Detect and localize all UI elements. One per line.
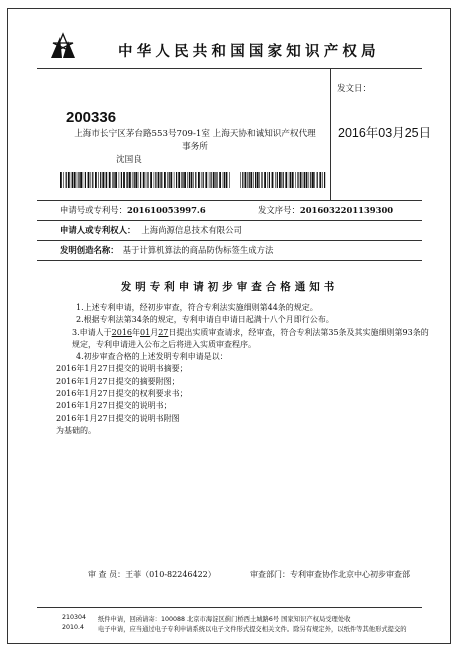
date-divider xyxy=(330,68,331,200)
fields-line-3 xyxy=(37,240,422,241)
dispatch-date: 2016年03月25日 xyxy=(338,126,432,140)
application-number-label: 申请号或专利号： xyxy=(60,205,127,215)
cnipa-logo-icon xyxy=(48,31,78,61)
barcode-left xyxy=(60,172,230,188)
notice-title: 发明专利申请初步审查合格通知书 xyxy=(120,281,339,293)
fields-top-line xyxy=(37,200,422,201)
notice-body xyxy=(56,302,429,437)
line3-prefix: 3.申请人于 xyxy=(72,327,112,337)
serial-number-row xyxy=(258,204,393,216)
notice-line-4: 4.初步审查合格的上述发明专利申请是以： xyxy=(76,352,228,362)
document-item: 2016年1月27日提交的权利要求书； xyxy=(56,389,188,399)
form-version: 2010.4 xyxy=(62,624,85,631)
applicant-name: 上海尚源信息技术有限公司 xyxy=(141,225,242,235)
request-day: 27 xyxy=(158,327,169,337)
mailing-note: 纸件申请，回函请寄：100088 北京市海淀区蓟门桥西土城路6号 国家知识产权局受理处收 xyxy=(98,616,351,623)
invention-row xyxy=(60,244,273,256)
document-item: 2016年1月27日提交的说明书； xyxy=(56,401,172,411)
applicant-row xyxy=(60,224,242,236)
request-year: 2016 xyxy=(111,327,132,337)
recipient-address: 上海市长宁区茅台路553号709-1室 上海天协和诚知识产权代理事务所 xyxy=(74,129,316,152)
fields-line-2 xyxy=(37,220,422,221)
notice-line-2: 2.根据专利法第34条的规定，专利申请自申请日起满十八个月即行公布。 xyxy=(76,315,334,325)
footer-line xyxy=(37,607,422,608)
recipient-name: 沈国良 xyxy=(116,155,142,165)
line3-month-unit: 月 xyxy=(150,327,159,337)
serial-number-label: 发文序号： xyxy=(258,205,300,215)
recipient-address-block xyxy=(70,128,320,167)
notice-line-3 xyxy=(72,327,429,339)
notice-closing: 为基础的。 xyxy=(56,425,96,435)
dispatch-date-label: 发文日： xyxy=(337,84,372,94)
notice-line-3-cont: 规定，专利申请进入公布之后将进入实质审查程序。 xyxy=(72,339,256,349)
line3-year-unit: 年 xyxy=(132,327,140,337)
request-month: 01 xyxy=(140,327,151,337)
form-code: 210304 xyxy=(62,614,87,621)
invention-label: 发明创造名称： xyxy=(60,245,119,255)
examiner: 审 查 员：王菲（010-82246422） xyxy=(88,570,216,579)
application-number: 201610053997.6 xyxy=(127,205,206,215)
serial-number: 2016032201139300 xyxy=(299,205,394,215)
electronic-filing-note: 电子申请，应当通过电子专利申请系统以电子文件形式提交相关文件。除另有规定外，以纸件等其他形式提交的 xyxy=(98,626,407,633)
applicant-label: 申请人或专利权人： xyxy=(60,225,136,235)
header-divider xyxy=(37,68,422,69)
line3-suffix: 日提出实质审查请求，经审查，符合专利法第35条及其实施细则第93条的 xyxy=(168,327,429,337)
notice-line-1: 1.上述专利申请，经初步审查，符合专利法实施细则第44条的规定。 xyxy=(76,303,318,312)
office-name: 中华人民共和国国家知识产权局 xyxy=(118,44,380,60)
barcode-right xyxy=(240,172,326,188)
recipient-postcode: 200336 xyxy=(66,109,117,126)
fields-bottom-line xyxy=(37,260,422,261)
document-item: 2016年1月27日提交的摘要附图； xyxy=(56,376,180,386)
document-item: 2016年1月27日提交的说明书附图 xyxy=(56,413,180,423)
application-number-row xyxy=(60,204,206,216)
examining-department: 审查部门：专利审查协作北京中心初步审查部 xyxy=(250,570,410,579)
invention-title: 基于计算机算法的商品防伪标签生成方法 xyxy=(122,245,274,255)
document-item: 2016年1月27日提交的说明书摘要； xyxy=(56,364,188,374)
